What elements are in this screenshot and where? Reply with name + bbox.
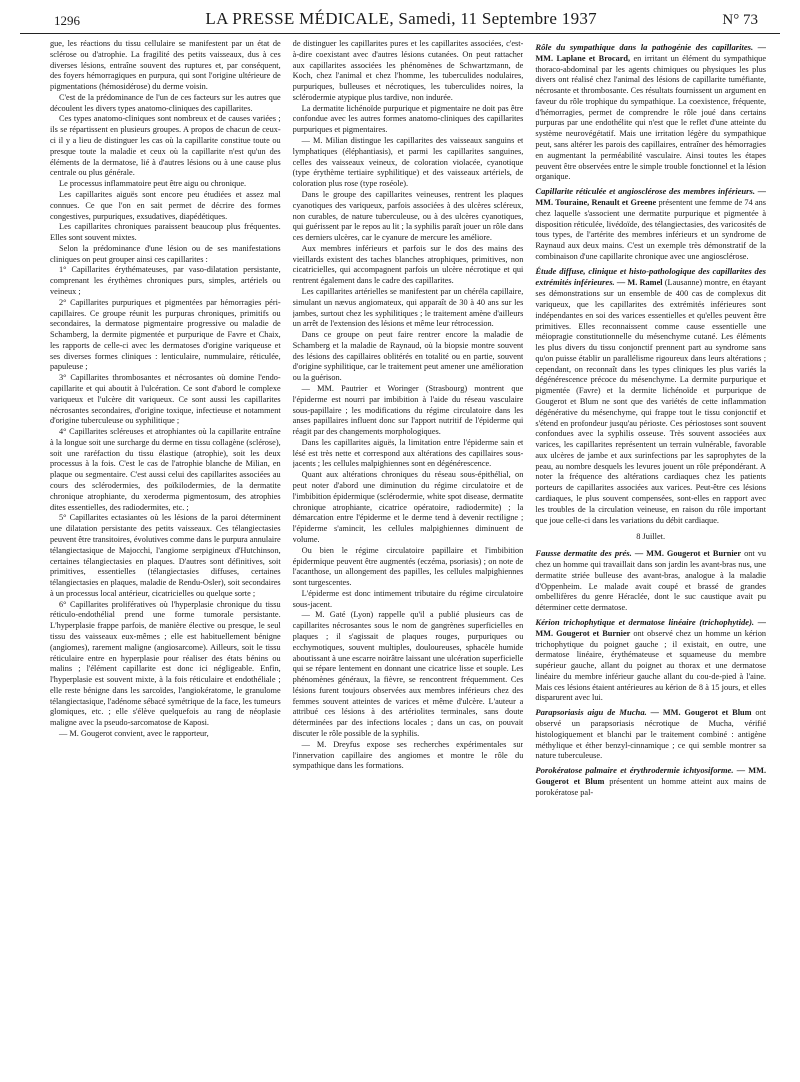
paragraph: Dans les capillarites aiguës, la limitation entre l'épiderme sain et lésé est très nette et correspond aux altérations des capillaires sous-jacents ; les cellules malpighiennes sont en dégénérescence. — [292, 437, 524, 469]
paragraph: L'épiderme est donc intimement tributaire du régime circulatoire sous-jacent. — [292, 588, 524, 609]
paragraph: La dermatite lichénoïde purpurique et pigmentaire ne doit pas être confondue avec les autres formes anatomo-cliniques des capillarites purpuriques et pigmentaires. — [292, 103, 524, 135]
paragraph: Ou bien le régime circulatoire papillaire et l'imbibition épidermique peuvent être augmentés (eczéma, psoriasis) ; on note de l'acanthose, un allongement des papilles, les cellules malpighiennes sont turgescentes. — [292, 545, 524, 588]
section-parapsoriasis — [535, 707, 766, 762]
section-title: Kérion trichophytique et dermatose linéaire (trichophytide). — [535, 616, 755, 627]
section-authors: — MM. Gougerot et Blum — [535, 766, 767, 786]
section-authors: — M. Ramel — [616, 278, 663, 288]
section-body: ont vu chez un homme qui travaillait dans son jardin les avant-bras nus, une dermatite striée bulleuse des avant-bras, analogue à la maladie d'Oppenheim. Le malade avait coupé et brassé de grandes ombellifères du genre Héraclée, dont le suc caustique avait pu déterminer cette dermatose. — [535, 549, 767, 613]
paragraph: Quant aux altérations chroniques du réseau sous-épithélial, on peut noter d'abord une diminution du régime circulatoire et de l'imbibition épidermique (sclérodermie, white spot disease, dermatite chronique atrophiante, cicatrice opératoire, radiodermite) ; la démarcation entre l'épiderme et le derme tend à devenir rectiligne ; l'épiderme s'amincit, les cellules malpighiennes diminuent de volume. — [292, 470, 524, 544]
section-title: Fausse dermatite des prés. — [535, 548, 632, 559]
paragraph: Dans ce groupe on peut faire rentrer encore la maladie de Schamberg et la maladie de Raynaud, où la biopsie montre souvent des lésions des capillaires oblitérés en totalité ou en partie, souvent d'origine syphilitique, car le traitement peut amener une amélioration ou la guérison. — [292, 330, 524, 383]
paragraph: 2° Capillarites purpuriques et pigmentées par hémorragies péri-capillaires. Ce groupe réunit les purpuras chroniques, primitifs ou secondaires, la dermatose pigmentaire progressive ou maladie de Schamberg, la dermite pigmentée et purpurique de Favre et Chaix, les rapports de celle-ci avec les dermatoses d'origine variqueuse et ses diverses formes cliniques : lenticulaire, nummulaire, réticulée, papuleuse ; — [50, 297, 281, 372]
section-body: présentent une femme de 74 ans chez laquelle s'associent une dermatite purpurique et pigmentée à disposition réticulée, livédoïde, des télangiectasies, des varicosités de tous types, de l'artérite des membres inférieurs et un syndrome de Raynaud aux deux mains. C'est un exemple très démonstratif de la combinaison d'une capillarite chronique avec une angiosclérose. — [535, 197, 767, 261]
section-title: Étude diffuse, clinique et histo-pathologique des capillarites des extrémités inférieures. — [535, 265, 767, 288]
section-title: Porokératose palmaire et érythrodermie ichtyosiforme. — [535, 765, 734, 776]
section-authors: — MM. Gougerot et Burnier — [535, 617, 767, 638]
session-date: 8 Juillet. — [636, 532, 666, 542]
column-left — [50, 39, 281, 1074]
issue-number: N° 73 — [722, 12, 758, 28]
paragraph: Le processus inflammatoire peut être aigu ou chronique. — [59, 179, 247, 189]
section-title: Rôle du sympathique dans la pathogénie des capillarites. — [535, 42, 754, 52]
paragraph: Les capillarites chroniques paraissent beaucoup plus fréquentes. Elles sont souvent mixtes. — [50, 222, 281, 243]
paragraph: 3° Capillarites thrombosantes et nécrosantes où domine l'endo-capillarite et qui aboutit à l'ulcération. Ce sont d'abord le complexe variqueux et l'ulcère dit variqueux. Ce sont aussi les capillarites nécrosantes secondaires, d'origine toxique, infectieuse et notamment d'origine tuberculeuse ou syphilitique ; — [50, 373, 281, 426]
section-authors: — MM. Gougerot et Burnier — [634, 549, 742, 559]
paragraph: 5° Capillarites ectasiantes où les lésions de la paroi déterminent une dilatation persistante des petits vaisseaux. Ces télangiectasies peuvent être transitoires, évolutives comme dans le purpura annulaire télangiectasique de Majocchi, l'angiome serpigineux d'Hutchinson, certaines télangiectasies en plaques. D'autres sont définitives, soit primitives, essentielles (télangiectasies diffuses, certaines télangiectasies en plaques, maladie de Rendu-Osler), soit secondaires à un processus local antérieur, cicatricielles ou quelque sorte ; — [50, 513, 281, 598]
paragraph: 4° Capillarites scléreuses et atrophiantes où la capillarite entraîne à la longue soit une surcharge du derme en tissu collagène (sclérose), soit une raréfaction du tissu élastique (atrophie), soit les deux processus à la fois. C'est le cas de l'atrophie blanche de Milian, en plaque ou segmentaire. C'est aussi celui des capillarites associées au cours des sclérodermies, des poïkilodermies, de la dermatite chronique atrophiante, du xeroderma pigmentosum, des atrophies dites essentielles, des radiodermites, etc. ; — [50, 427, 281, 512]
column-middle — [293, 39, 524, 1074]
article-columns — [20, 34, 780, 1074]
page-number: 1296 — [54, 13, 80, 28]
section-body: présentent un homme atteint aux mains de porokératose pal- — [535, 776, 767, 797]
paragraph: Les capillarites artérielles se manifestent par un chéréla capillaire, simulant un nævus angiomateux, qui apparaît de 30 à 40 ans sur les jambes, surtout chez les syphilitiques ; le traitement amène d'ailleurs un arrêt de l'extension des lésions et même leur rétrocession. — [292, 286, 524, 329]
paragraph: de distinguer les capillarites pures et les capillarites associées, c'est-à-dire coexistant avec d'autres lésions cutanées. On peut rattacher aux capillarites associées les phénomènes de Schwartzmann, de Koch, chez l'animal et chez l'homme, les tuberculides nodulaires, purpuriques, bulleuses et nécrotiques, les tuberculides noires, la sclérodermie atypique plus tardive, non indurée. — [292, 39, 524, 102]
paragraph: Selon la prédominance d'une lésion ou de ses manifestations cliniques on peut grouper ainsi ces capillarites : — [50, 243, 281, 264]
column-right — [535, 39, 766, 1074]
section-title: Capillarite réticulée et angiosclérose des membres inférieurs. — [535, 186, 756, 197]
section-porokeratose — [535, 765, 766, 798]
section-authors: — MM. Gougerot et Blum — [650, 708, 752, 718]
section-body: ont observé un parapsoriasis nécrotique de Mucha, vérifié histologiquement et blanchi par le traitement combiné : antigène méthylique et éther benzyl-cinnamique ; ce qui semble montrer sa nature tuberculeuse. — [535, 708, 767, 761]
paragraph: Les capillarites aiguës sont encore peu étudiées et assez mal connues. Ce que l'on en sait permet de décrire des formes congestives, purpuriques, exsudatives, diapédétiques. — [50, 189, 281, 221]
masthead — [20, 0, 780, 34]
paragraph: Dans le groupe des capillarites veineuses, rentrent les plaques cyanotiques des variqueux, parfois associées à des ulcères scléreux, non curables, de nature tuberculeuse, ou à des ulcères cyanotiques, qui guérissent par le repos au lit ; la syphilis paraît jouer un rôle dans ces derniers ulcères, car le cyanure de mercure les améliore. — [292, 189, 524, 243]
section-body: (Lausanne) montre, en étayant ses démonstrations sur un ensemble de 400 cas de complexus dit variqueux, que les capillarites des extrémités inférieures sont indépendantes en soi des varices essentielles et qu'elles peuvent être primitives. Elles reconnaissent comme cause essentielle une méiopragie constitutionnelle du mésenchyme cutané. Les éléments les plus divers du tissu conjonctif prennent part au syndrome sans qu'on puisse établir un parallélisme rigoureux dans leurs altérations ; cependant, on reconnaît dans les types cliniques les plus variés la dégénérescence précoce du mésenchyme. La dermite purpurique et pigmentée (Favre) et la dermite lichénoïde et purpurique de Gougerot et Blum ne sont que des variétés de cette inflammation dégénérative du mésenchyme, qui frappe tout le tissu conjonctif et s'étend en profondeur jusqu'au périoste. Ces périostoses sont souvent confondues avec la syphilis osseuse. Très souvent associées aux varices, les capillarites représentent un terrain vulnérable, favorable aux ulcères de jambe et aux surinfections par les saprophytes de la peau, au nombre desquels les levures jouent un rôle prépondérant. A noter la fréquence des altérations cardiaques chez les patients porteurs de capillarites associées aux varices. Peut-être ces lésions cardiaques, le plus souvent compensées, sont-elles en rapport avec les troubles de la circulation veineuse, en raison du rôle important que joue celle-ci dans les variations du débit cardiaque. — [535, 278, 767, 525]
paragraph: — M. Gougerot convient, avec le rapporteur, — [59, 729, 209, 738]
section-title: Parapsoriasis aigu de Mucha. — [535, 707, 647, 718]
section-body: en irritant un élément du sympathique thoraco-abdominal par les agents chimiques ou physiques les plus divers ont réalisé chez l'animal des lésions de capillarite tuméfiante, nécrosante et thrombosante. Ces résultats fournissent un argument en faveur du rôle trophique du sympathique. La coexistence, fréquente, d'hémorragies, permet de comprendre le rôle joué dans certains purpuras par une endothélite qui n'est que le reflet d'une atteinte du système neurovégétatif. Mais une irritation légère du sympathique peut, sans altérer les parois des capillaires, entraîner des hémorragies en augmentant la perméabilité vasculaire. Ainsi toutes les étapes peuvent être observées entre le simple trouble fonctionnel et la lésion organique. — [535, 53, 767, 182]
paragraph: — M. Gaté (Lyon) rappelle qu'il a publié plusieurs cas de capillarites nécrosantes sous le nom de gangrènes superficielles en plaques ; il s'agissait de plaques rouges, purpuriques ou ecchymotiques, souvent multiples, douloureuses, sphacèle humide aboutissant à une escarre noirâtre laissant une ulcération superficielle qui se répare lentement en donnant une cicatrice lisse et souple. Les phénomènes généraux, la fièvre, se rencontrent fréquemment. Ces lésions furent toujours observées aux membres inférieurs chez des femmes souvent atteintes de varices et même d'ulcère. L'auteur a attribué ces lésions à des artériolites terminales, sans doute déterminées par des infections locales ; dans un cas, on pouvait discuter le rôle possible de la syphilis. — [292, 610, 524, 738]
section-etude-diffuse — [535, 266, 766, 527]
section-body: ont observé chez un homme un kérion trichophytique du poignet gauche ; il existait, en outre, une dermatose linéaire, érythémateuse et squameuse du membre supérieur gauche, allant du poignet au thorax et une dermatose linéaire du membre inférieur gauche allant du cou-de-pied à l'aine. Mais ces lésions étaient antérieures au kérion de 8 à 15 jours, et elles disparurent avec lui. — [535, 628, 767, 703]
section-kerion — [535, 617, 766, 704]
section-authors: — MM. Touraine, Renault et Greene — [535, 187, 767, 207]
paragraph: — MM. Pautrier et Woringer (Strasbourg) montrent que l'épiderme est nourri par imbibition à l'aide du réseau vasculaire sous-papillaire ; les modifications du régime circulatoire dans les anses papillaires influent donc sur l'apport nutritif de l'épiderme qui réagit par des changements morphologiques. — [292, 384, 524, 437]
paragraph: 6° Capillarites prolifératives où l'hyperplasie chronique du tissu réticulo-endothélial prend une forme tumorale persistante. L'hyperplasie frappe parfois, de manière élective ou presque, le seul tissu des vaisseaux eux-mêmes ; elle est habituellement bénigne (angiomes), rarement maligne (angiosarcome). Ailleurs, soit le tissu réticulaire entre en hyperplasie pour réaliser des états bénins ou malins ; l'élément capillarite est donc ici négligeable. Enfin, l'hyperplasie est souvent mixte, à la fois réticulaire et endothéliale ; elle reste bénigne dans les sarcoïdes, l'angiokératome, le granulome télangiectasique, l'adénome sébacé symétrique de la face, les tumeurs glomiques, etc. ; elle s'élève quelquefois au rang de néoplasie maligne avec la pseudo-sarcomatose de Kaposi. — [50, 599, 281, 728]
paragraph: Ces types anatomo-cliniques sont nombreux et de causes variées ; ils se répartissent en plusieurs groupes. A propos de chacun de ceux-ci il y a lieu de distinguer les cas où la capillarite constitue toute ou presque toute la maladie et ceux où la capillarite n'est qu'un des éléments de la dermatose, lié à d'autres lésions ou à une cause plus centrale ou plus générale. — [50, 114, 281, 178]
section-sympathique — [535, 42, 766, 183]
section-fausse-dermatite — [535, 548, 766, 614]
paragraph: 1° Capillarites érythémateuses, par vaso-dilatation persistante, comprenant les érythèmes chroniques purs, simples, artériels ou veineux ; — [50, 265, 281, 296]
section-capillarite-reticulee — [535, 186, 766, 262]
section-authors: — MM. Laplane et Brocard, — [535, 43, 767, 63]
paragraph: — M. Dreyfus expose ses recherches expérimentales sur l'innervation capillaire des angiomes et montre le rôle du sympathique dans les formations. — [292, 739, 524, 771]
paragraph: Aux membres inférieurs et parfois sur le dos des mains des vieillards existent des taches blanches atrophiques, primitives, non cicatricielles, qui accompagnent parfois un ulcère nécrotique et qui rentrent également dans le cadre des capillarites. — [292, 243, 524, 286]
journal-title: LA PRESSE MÉDICALE, Samedi, 11 Septembre 1937 — [205, 9, 597, 28]
paragraph: gue, les réactions du tissu cellulaire se manifestent par un état de sclérose ou d'atrophie. La fragilité des petits vaisseaux, dus à ces diverses lésions, entraîne souvent des ruptures et, par conséquent, des foyers hémorragiques en purpura, qui sont l'origine ultérieure de pigmentations (hémosidérose) du derme voisin. — [50, 39, 281, 92]
paragraph: C'est de la prédominance de l'un de ces facteurs sur les autres que découlent les divers types anatomo-cliniques des capillarites. — [50, 92, 281, 113]
paragraph: — M. Milian distingue les capillarites des vaisseaux sanguins et lymphatiques (éléphantiasis), et parmi les capillarites sanguines, celles des vaisseaux veineux, de coloration violacée, cyanotique (type érythème tertiaire syphilitique) et des vaisseaux artériels, de coloration plus rose (type roséole). — [292, 136, 524, 189]
